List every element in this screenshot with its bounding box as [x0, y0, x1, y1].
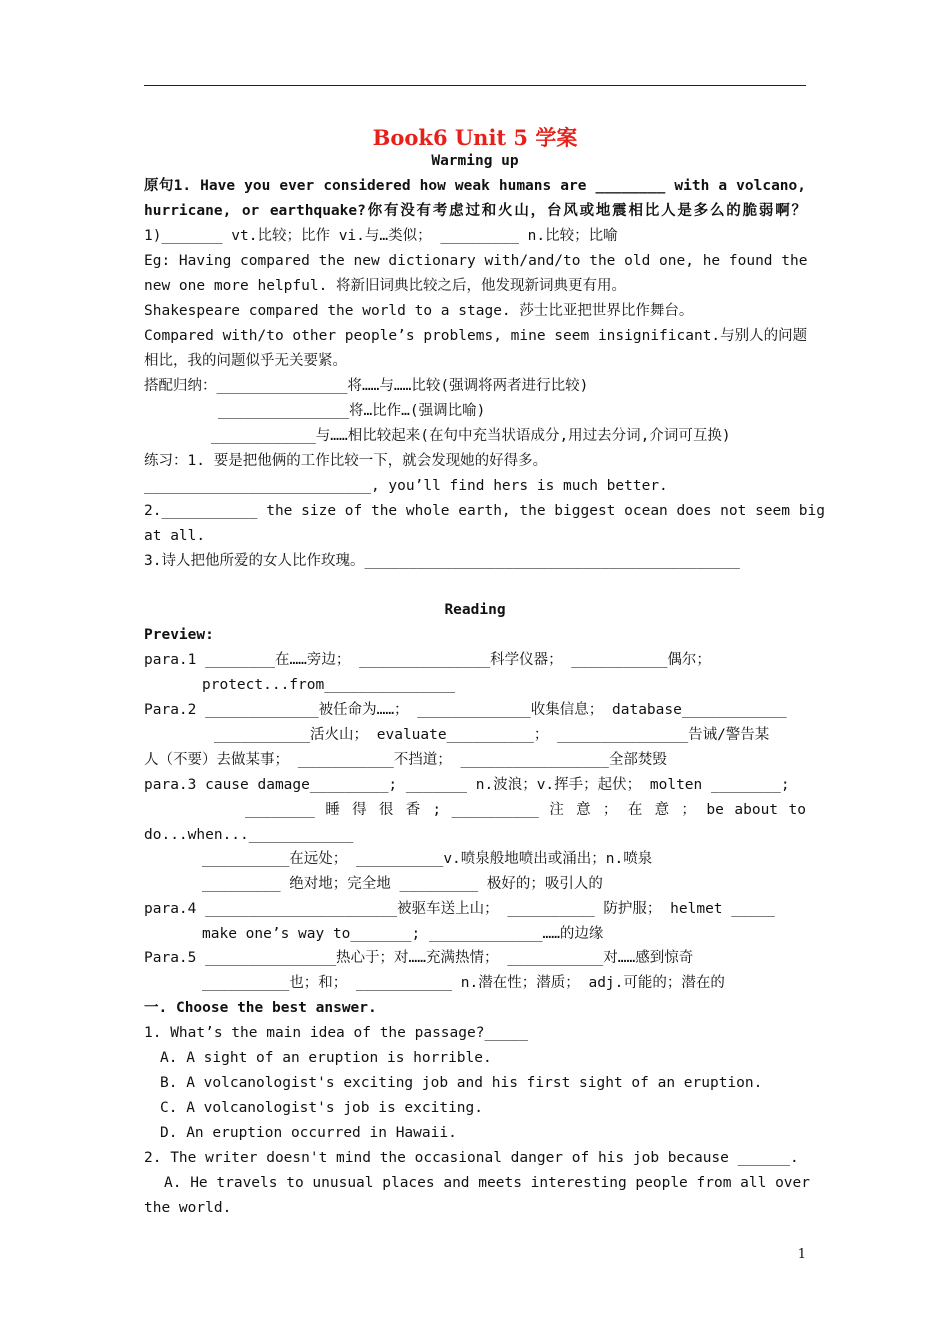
section-heading-warming-up: Warming up — [431, 153, 519, 169]
exercise-1: 练习：1. 要是把他俩的工作比较一下，就会发现她的好得多。 — [144, 453, 548, 469]
para-2-line-1: Para.2 _____________被任命为……； _____________收集信息； database____________ — [144, 702, 787, 718]
section-heading-reading: Reading — [444, 602, 506, 618]
collocation-3: ____________与……相比较起来(在句中充当状语成分,用过去分词,介词可互换) — [211, 428, 731, 444]
question-2: 2. The writer doesn't mind the occasional danger of his job because ______. — [144, 1150, 799, 1166]
para-1-line-1: para.1 ________在……旁边； _______________科学仪器； ___________偶尔； — [144, 652, 711, 668]
example-1-line-1: Eg: Having compared the new dictionary with/and/to the old one, he found the — [144, 253, 808, 269]
para-3-line-3: do...when...____________ — [144, 827, 354, 843]
section-heading-choose: 一. Choose the best answer. — [144, 1000, 377, 1016]
example-2: Shakespeare compared the world to a stage. 莎士比亚把世界比作舞台。 — [144, 303, 694, 319]
para-4-line-2: make one’s way to_______; _____________……的边缘 — [202, 926, 604, 942]
question-2-option-a-line-1: A. He travels to unusual places and meets interesting people from all over — [164, 1175, 811, 1191]
exercise-2-line-1: 2.___________ the size of the whole earth, the biggest ocean does not seem big — [144, 503, 825, 519]
question-1-option-b: B. A volcanologist's exciting job and his first sight of an eruption. — [160, 1075, 763, 1091]
page-number: 1 — [797, 1247, 806, 1262]
para-4-line-1: para.4 ______________________被驱车送上山； __________ 防护服； helmet _____ — [144, 901, 775, 917]
question-1-option-d: D. An eruption occurred in Hawaii. — [160, 1125, 457, 1141]
example-3-line-1: Compared with/to other people’s problems, mine seem insignificant.与别人的问题 — [144, 328, 808, 344]
question-1-option-a: A. A sight of an eruption is horrible. — [160, 1050, 492, 1066]
definition-line: 1)_______ vt.比较；比作 vi.与…类似； _________ n.比较；比喻 — [144, 228, 618, 244]
preview-label: Preview: — [144, 627, 214, 643]
example-3-line-2: 相比，我的问题似乎无关要紧。 — [144, 353, 347, 369]
para-3-line-1: para.3 cause damage_________; _______ n.波浪；v.挥手；起伏； molten ________; — [144, 777, 790, 793]
page-title: Book6 Unit 5 学案 — [372, 125, 578, 150]
question-1: 1. What’s the main idea of the passage?_____ — [144, 1025, 529, 1041]
para-3-line-2: ________ 睡 得 很 香 ; __________ 注 意 ； 在 意 ； be about to — [245, 802, 806, 818]
para-5-line-2: __________也；和； ___________ n.潜在性；潜质； adj.可能的；潜在的 — [202, 975, 725, 991]
exercise-3: 3.诗人把他所爱的女人比作玫瑰。___________________________________________ — [144, 553, 740, 569]
exercise-1-answer: __________________________, you’ll find hers is much better. — [144, 478, 668, 494]
para-3-line-4: __________在远处； __________v.喷泉般地喷出或涌出；n.喷泉 — [202, 851, 653, 867]
para-3-line-5: _________ 绝对地；完全地 _________ 极好的；吸引人的 — [202, 876, 603, 892]
para-2-line-2: ___________活火山； evaluate__________； _______________告诫/警告某 — [214, 727, 770, 743]
para-5-line-1: Para.5 _______________热心于；对……充满热情； ___________对……感到惊奇 — [144, 950, 694, 966]
question-1-option-c: C. A volcanologist's job is exciting. — [160, 1100, 484, 1116]
exercise-2-line-2: at all. — [144, 528, 206, 544]
header-rule — [144, 85, 806, 86]
collocation-1: 搭配归纳：_______________将……与……比较(强调将两者进行比较) — [144, 378, 589, 394]
original-sentence-line-2: hurricane, or earthquake?你有没有考虑过和火山，台风或地震相比人是多么的脆弱啊？ — [144, 203, 806, 219]
example-1-line-2: new one more helpful. 将新旧词典比较之后，他发现新词典更有用。 — [144, 278, 627, 294]
para-2-line-3: 人（不要）去做某事； ___________不挡道； _________________全部焚毁 — [144, 752, 667, 768]
para-1-line-2: protect...from_______________ — [202, 677, 456, 693]
question-2-option-a-line-2: the world. — [144, 1200, 232, 1216]
original-sentence-line-1: 原句1. Have you ever considered how weak humans are ________ with a volcano, — [144, 178, 806, 194]
collocation-2: _______________将…比作…(强调比喻) — [218, 403, 486, 419]
